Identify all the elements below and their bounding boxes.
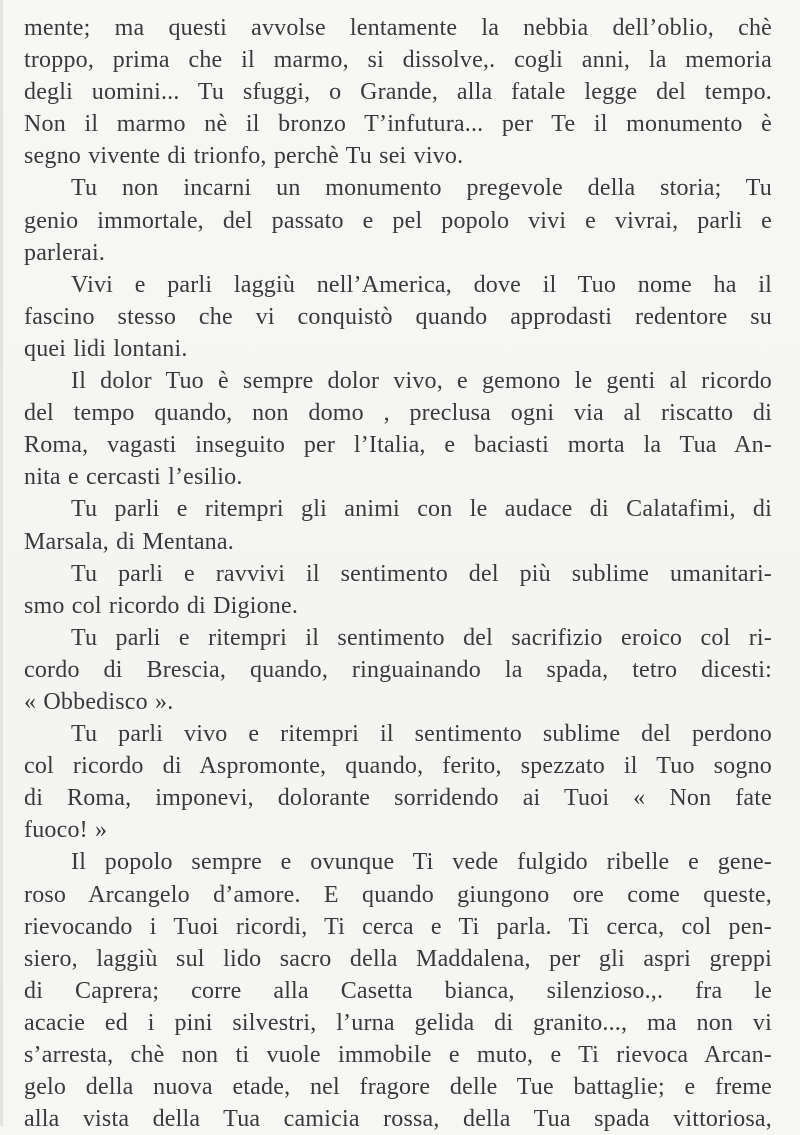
paragraph-first-line: Vivi e parli laggiù nell’America, dove il Tuo nome ha il — [71, 271, 772, 298]
text-line: Roma, vagasti inseguito per l’Italia, e baciasti morta la Tua An- — [24, 432, 772, 459]
text-line: fascino stesso che vi conquistò quando approdasti redentore su — [24, 303, 772, 330]
text-line: siero, laggiù sul lido sacro della Maddalena, per gli aspri greppi — [24, 945, 772, 972]
text-line: acacie ed i pini silvestri, l’urna gelida di granito..., ma non vi — [24, 1009, 772, 1036]
text-line: nita e cercasti l’esilio. — [24, 464, 243, 491]
paragraph-first-line: Tu non incarni un monumento pregevole della storia; Tu — [71, 175, 772, 202]
text-line: troppo, prima che il marmo, si dissolve,. cogli anni, la memoria — [24, 47, 772, 74]
text-line: Non il marmo nè il bronzo T’infutura... per Te il monumento è — [24, 111, 772, 138]
text-line: degli uomini... Tu sfuggi, o Grande, alla fatale legge del tempo. — [24, 79, 772, 106]
paragraph-first-line: Tu parli e ritempri il sentimento del sacrifizio eroico col ri- — [71, 624, 772, 651]
paragraph-first-line: Tu parli e ravvivi il sentimento del più sublime umanitari- — [71, 560, 772, 587]
text-line: genio immortale, del passato e pel popolo vivi e vivrai, parli e — [24, 207, 772, 234]
text-line: mente; ma questi avvolse lentamente la nebbia dell’oblio, chè — [24, 15, 772, 41]
text-line: di Roma, imponevi, dolorante sorridendo ai Tuoi « Non fate — [24, 785, 772, 812]
paragraph-first-line: Tu parli e ritempri gli animi con le audace di Calatafimi, di — [71, 496, 772, 523]
text-line: rievocando i Tuoi ricordi, Ti cerca e Ti parla. Ti cerca, col pen- — [24, 913, 772, 940]
text-line: col ricordo di Aspromonte, quando, ferito, spezzato il Tuo sogno — [24, 753, 772, 780]
text-line: fuoco! » — [24, 817, 108, 844]
text-line: s’arresta, chè non ti vuole immobile e muto, e Ti rievoca Arcan- — [24, 1042, 772, 1068]
text-line: roso Arcangelo d’amore. E quando giungono ore come queste, — [24, 881, 772, 908]
paragraph-first-line: Tu parli vivo e ritempri il sentimento sublime del perdono — [71, 721, 772, 748]
paragraph-first-line: Il popolo sempre e ovunque Ti vede fulgido ribelle e gene- — [71, 849, 772, 876]
text-line: cordo di Brescia, quando, ringuainando la spada, tetro dicesti: — [24, 656, 772, 683]
body-text — [24, 12, 772, 1135]
paragraph-first-line: Il dolor Tuo è sempre dolor vivo, e gemono le genti al ricordo — [71, 368, 772, 395]
text-line: segno vivente di trionfo, perchè Tu sei vivo. — [24, 143, 464, 170]
text-line: quei lidi lontani. — [24, 335, 188, 362]
text-line: smo col ricordo di Digione. — [24, 592, 299, 619]
text-line: gelo della nuova etade, nel fragore delle Tue battaglie; e freme — [24, 1074, 772, 1101]
page-edge-shadow — [0, 0, 3, 1126]
text-line: di Caprera; corre alla Casetta bianca, silenzioso.,. fra le — [24, 977, 772, 1004]
text-line: parlerai. — [24, 239, 106, 266]
text-line: « Obbedisco ». — [24, 688, 174, 715]
text-line: Marsala, di Mentana. — [24, 528, 234, 555]
text-line: alla vista della Tua camicia rossa, della Tua spada vittoriosa, — [24, 1106, 772, 1133]
text-line: del tempo quando, non domo , preclusa ogni via al riscatto di — [24, 400, 772, 427]
